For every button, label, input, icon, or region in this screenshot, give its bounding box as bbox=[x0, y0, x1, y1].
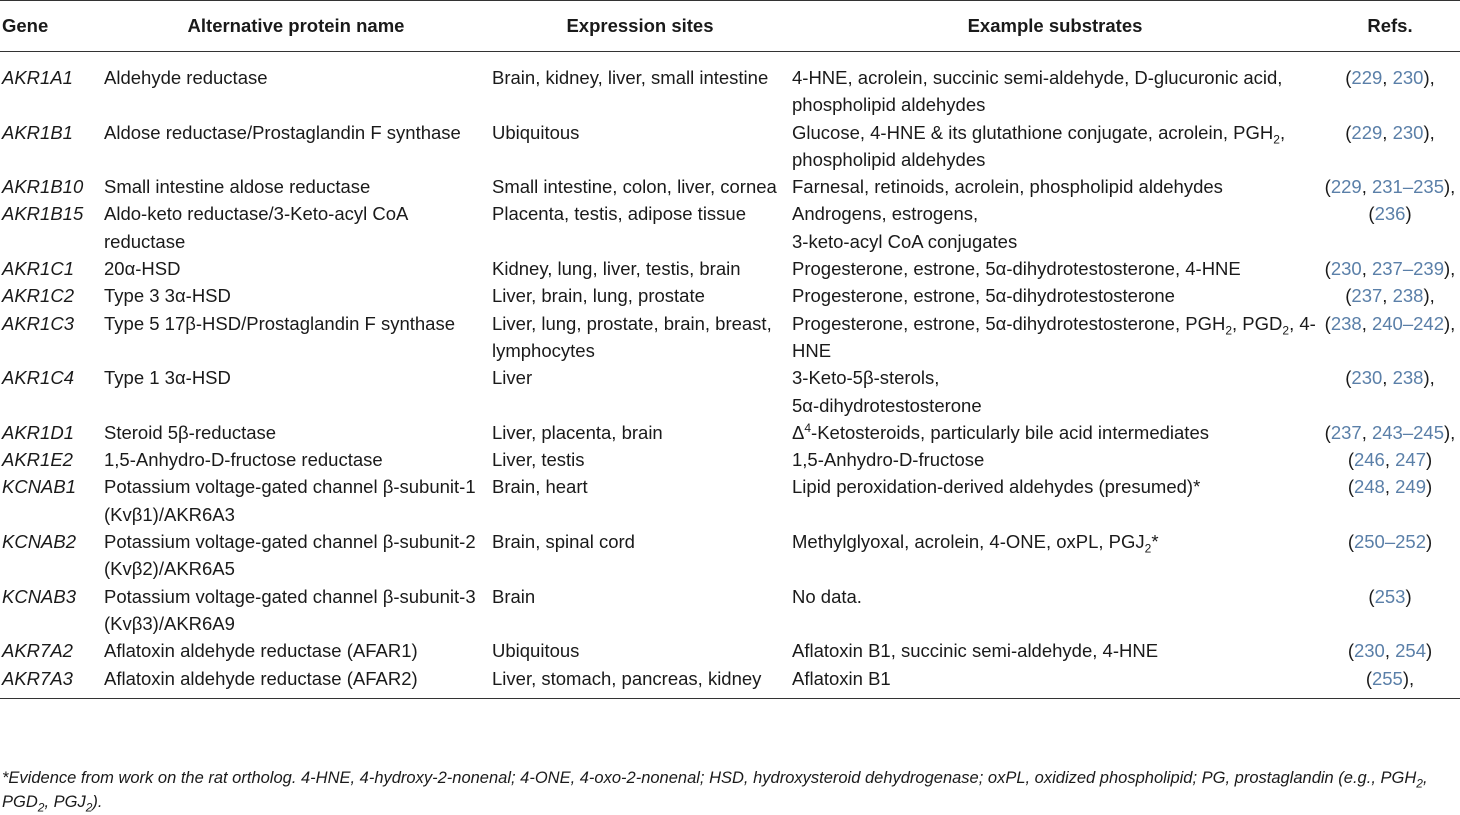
text-segment: ( bbox=[1347, 640, 1354, 662]
text-segment: 1,5-Anhydro-D-fructose reductase bbox=[104, 449, 383, 471]
ref-link[interactable]: 229 bbox=[1351, 67, 1383, 88]
text-segment: ) bbox=[1405, 203, 1412, 225]
cell-expression-sites: Liver bbox=[492, 367, 533, 389]
cell-alternative-name bbox=[102, 173, 490, 200]
ref-link[interactable]: 238 bbox=[1392, 367, 1424, 389]
cell-gene: AKR1C3 bbox=[2, 312, 74, 334]
text-segment: ) bbox=[1426, 449, 1433, 471]
text-segment: Type 3 3α-HSD bbox=[104, 285, 231, 307]
cell-gene: AKR1C1 bbox=[2, 258, 74, 280]
header-alternative-name: Alternative protein name bbox=[102, 1, 490, 52]
table-row bbox=[0, 528, 1460, 583]
text-segment: Potassium voltage-gated channel β-subunit-3 (Kvβ3)/AKR6A9 bbox=[104, 585, 476, 634]
text-segment: ( bbox=[1324, 176, 1331, 198]
text-segment: ). bbox=[92, 793, 103, 811]
ref-link[interactable]: 237–239 bbox=[1371, 258, 1445, 280]
cell-expression-sites: Liver, testis bbox=[492, 449, 585, 471]
text-segment: 3-keto-acyl CoA conjugates bbox=[792, 230, 1018, 252]
text-segment: ), bbox=[1444, 258, 1456, 280]
ref-link[interactable]: 230 bbox=[1330, 258, 1362, 280]
ref-link[interactable]: 238 bbox=[1330, 312, 1362, 334]
cell-example-substrates bbox=[790, 446, 1320, 473]
text-segment: Steroid 5β-reductase bbox=[104, 421, 277, 443]
text-segment: Glucose, 4-HNE & its glutathione conjugate, acrolein, PGH bbox=[792, 121, 1274, 143]
text-segment: Aflatoxin aldehyde reductase (AFAR1) bbox=[104, 640, 418, 662]
ref-link[interactable]: 254 bbox=[1395, 640, 1427, 662]
cell-example-substrates bbox=[790, 173, 1320, 200]
cell-alternative-name bbox=[102, 665, 490, 699]
table-row bbox=[0, 419, 1460, 446]
cell-alternative-name bbox=[102, 364, 490, 419]
cell-alternative-name bbox=[102, 637, 490, 664]
text-segment: ), bbox=[1444, 312, 1456, 334]
cell-expression-sites: Liver, stomach, pancreas, kidney bbox=[492, 667, 762, 689]
text-segment: ) bbox=[1426, 640, 1433, 662]
text-segment: Progesterone, estrone, 5α-dihydrotestosterone, PGH bbox=[792, 312, 1226, 334]
cell-refs bbox=[1320, 282, 1460, 309]
cell-refs bbox=[1320, 119, 1460, 174]
cell-gene: AKR1B1 bbox=[2, 121, 73, 143]
cell-example-substrates bbox=[790, 637, 1320, 664]
text-segment: Aflatoxin B1 bbox=[792, 667, 891, 689]
table-row bbox=[0, 282, 1460, 309]
cell-alternative-name bbox=[102, 583, 490, 638]
text-segment: Aldehyde reductase bbox=[104, 67, 268, 88]
ref-link[interactable]: 240–242 bbox=[1371, 312, 1445, 334]
cell-alternative-name bbox=[102, 200, 490, 255]
text-segment: Androgens, estrogens, bbox=[792, 203, 979, 225]
text-segment: ( bbox=[1347, 449, 1354, 471]
text-segment: , bbox=[1361, 258, 1372, 280]
text-segment: ), bbox=[1402, 667, 1415, 689]
text-segment: ( bbox=[1365, 667, 1372, 689]
text-segment: ), bbox=[1423, 67, 1435, 88]
cell-gene: AKR7A2 bbox=[2, 640, 73, 662]
table-row bbox=[0, 364, 1460, 419]
cell-example-substrates bbox=[790, 255, 1320, 282]
cell-expression-sites: Kidney, lung, liver, testis, brain bbox=[492, 258, 741, 280]
text-segment: Methylglyoxal, acrolein, 4-ONE, oxPL, PGJ bbox=[792, 531, 1145, 553]
text-segment: Progesterone, estrone, 5α-dihydrotestosterone, 4-HNE bbox=[792, 258, 1241, 280]
text-segment: Aflatoxin B1, succinic semi-aldehyde, 4-HNE bbox=[792, 640, 1159, 662]
text-segment: , PGD bbox=[1232, 312, 1283, 334]
cell-refs bbox=[1320, 364, 1460, 419]
text-segment: ( bbox=[1324, 258, 1331, 280]
ref-link[interactable]: 249 bbox=[1395, 476, 1427, 498]
cell-gene: KCNAB1 bbox=[2, 476, 77, 498]
text-segment: Aldo-keto reductase/3-Keto-acyl CoA reductase bbox=[104, 203, 408, 252]
cell-refs bbox=[1320, 310, 1460, 365]
text-segment: , PGJ bbox=[44, 793, 86, 811]
cell-gene: AKR1B10 bbox=[2, 176, 84, 198]
table-row bbox=[0, 52, 1460, 119]
header-refs: Refs. bbox=[1320, 1, 1460, 52]
cell-example-substrates bbox=[790, 52, 1320, 119]
cell-alternative-name bbox=[102, 119, 490, 174]
ref-link[interactable]: 229 bbox=[1351, 121, 1383, 143]
text-segment: Farnesal, retinoids, acrolein, phospholipid aldehydes bbox=[792, 176, 1223, 198]
header-row bbox=[0, 1, 1460, 52]
text-segment: Lipid peroxidation-derived aldehydes (presumed)* bbox=[792, 476, 1201, 498]
cell-alternative-name bbox=[102, 255, 490, 282]
text-segment: ( bbox=[1324, 312, 1331, 334]
text-segment: Type 1 3α-HSD bbox=[104, 367, 231, 389]
ref-link[interactable]: 253 bbox=[1374, 585, 1406, 607]
text-segment: Potassium voltage-gated channel β-subunit-2 (Kvβ2)/AKR6A5 bbox=[104, 531, 476, 580]
cell-refs bbox=[1320, 255, 1460, 282]
cell-expression-sites: Placenta, testis, adipose tissue bbox=[492, 203, 747, 225]
text-segment: , bbox=[1384, 449, 1396, 471]
table-row bbox=[0, 200, 1460, 255]
text-segment: , phospholipid aldehydes bbox=[792, 121, 1286, 170]
cell-expression-sites: Liver, placenta, brain bbox=[492, 421, 663, 443]
text-segment: , bbox=[1382, 67, 1393, 88]
text-segment: Type 5 17β-HSD/Prostaglandin F synthase bbox=[104, 312, 456, 334]
subscript: 2 bbox=[1144, 541, 1152, 556]
text-segment: ( bbox=[1368, 585, 1375, 607]
table-row bbox=[0, 255, 1460, 282]
cell-example-substrates bbox=[790, 583, 1320, 638]
cell-alternative-name bbox=[102, 419, 490, 446]
text-segment: ) bbox=[1405, 585, 1412, 607]
text-segment: , bbox=[1361, 176, 1372, 198]
cell-alternative-name bbox=[102, 282, 490, 309]
cell-alternative-name bbox=[102, 473, 490, 528]
cell-example-substrates bbox=[790, 364, 1320, 419]
table-header bbox=[0, 1, 1460, 52]
text-segment: Potassium voltage-gated channel β-subunit-1 (Kvβ1)/AKR6A3 bbox=[104, 476, 476, 525]
cell-gene: AKR1C4 bbox=[2, 367, 74, 389]
text-segment: Progesterone, estrone, 5α-dihydrotestosterone bbox=[792, 285, 1175, 307]
superscript: 4 bbox=[804, 420, 812, 435]
text-segment: Δ bbox=[792, 421, 805, 443]
text-segment: ), bbox=[1444, 421, 1456, 443]
cell-gene: AKR1C2 bbox=[2, 285, 74, 307]
ref-link[interactable]: 247 bbox=[1395, 449, 1427, 471]
ref-link[interactable]: 230 bbox=[1392, 67, 1424, 88]
text-segment: 5α-dihydrotestosterone bbox=[792, 394, 982, 416]
cell-gene: KCNAB3 bbox=[2, 585, 77, 607]
text-segment: Small intestine aldose reductase bbox=[104, 176, 371, 198]
table-row bbox=[0, 446, 1460, 473]
ref-link[interactable]: 237 bbox=[1330, 421, 1362, 443]
cell-expression-sites: Small intestine, colon, liver, cornea bbox=[492, 176, 777, 198]
text-segment: Aflatoxin aldehyde reductase (AFAR2) bbox=[104, 667, 418, 689]
text-segment: , PGD bbox=[2, 769, 1428, 811]
text-segment: Aldose reductase/Prostaglandin F synthase bbox=[104, 121, 461, 143]
text-segment: 1,5-Anhydro-D-fructose bbox=[792, 449, 985, 471]
ref-link[interactable]: 250–252 bbox=[1353, 531, 1427, 553]
cell-expression-sites: Brain bbox=[492, 585, 536, 607]
cell-example-substrates bbox=[790, 200, 1320, 255]
ref-link[interactable]: 231–235 bbox=[1371, 176, 1445, 198]
text-segment: ( bbox=[1368, 203, 1375, 225]
ref-link[interactable]: 237 bbox=[1351, 285, 1383, 307]
text-segment: ( bbox=[1345, 67, 1352, 88]
cell-expression-sites: Liver, brain, lung, prostate bbox=[492, 285, 705, 307]
cell-alternative-name bbox=[102, 52, 490, 119]
table-row bbox=[0, 310, 1460, 365]
text-segment: , bbox=[1384, 476, 1396, 498]
text-segment: , bbox=[1384, 640, 1396, 662]
text-segment: , bbox=[1382, 121, 1393, 143]
subscript: 2 bbox=[1416, 776, 1423, 791]
subscript: 2 bbox=[1282, 323, 1290, 338]
ref-link[interactable]: 229 bbox=[1330, 176, 1362, 198]
subscript: 2 bbox=[1273, 132, 1280, 147]
cell-gene: AKR7A3 bbox=[2, 667, 73, 689]
header-gene: Gene bbox=[0, 1, 102, 52]
text-segment: , bbox=[1361, 421, 1372, 443]
cell-example-substrates bbox=[790, 419, 1320, 446]
text-segment: ), bbox=[1423, 367, 1435, 389]
ref-link[interactable]: 246 bbox=[1353, 449, 1385, 471]
text-segment: * bbox=[1151, 531, 1159, 553]
cell-gene: AKR1B15 bbox=[2, 203, 84, 225]
text-segment: 4-HNE, acrolein, succinic semi-aldehyde, D-glucuronic acid, phospholipid aldehydes bbox=[792, 67, 1283, 116]
cell-refs bbox=[1320, 637, 1460, 664]
subscript: 2 bbox=[37, 800, 45, 815]
text-segment: No data. bbox=[792, 585, 862, 607]
table-body bbox=[0, 52, 1460, 699]
ref-link[interactable]: 248 bbox=[1353, 476, 1385, 498]
cell-refs bbox=[1320, 665, 1460, 699]
cell-refs bbox=[1320, 200, 1460, 255]
text-segment: , bbox=[1382, 367, 1393, 389]
cell-refs bbox=[1320, 528, 1460, 583]
text-segment: ( bbox=[1347, 476, 1354, 498]
table-row bbox=[0, 637, 1460, 664]
cell-expression-sites: Ubiquitous bbox=[492, 640, 580, 662]
cell-expression-sites: Ubiquitous bbox=[492, 121, 580, 143]
text-segment: ), bbox=[1423, 121, 1435, 143]
text-segment: , bbox=[1382, 285, 1393, 307]
cell-example-substrates bbox=[790, 473, 1320, 528]
cell-alternative-name bbox=[102, 310, 490, 365]
cell-expression-sites: Brain, heart bbox=[492, 476, 588, 498]
cell-gene: AKR1E2 bbox=[2, 449, 73, 471]
cell-example-substrates bbox=[790, 665, 1320, 699]
cell-expression-sites: Liver, lung, prostate, brain, breast, lymphocytes bbox=[492, 312, 772, 361]
table-row bbox=[0, 665, 1460, 699]
ref-link[interactable]: 236 bbox=[1374, 203, 1406, 225]
table-footnote bbox=[2, 766, 1458, 814]
cell-gene: AKR1A1 bbox=[2, 67, 73, 88]
ref-link[interactable]: 230 bbox=[1351, 367, 1383, 389]
subscript: 2 bbox=[85, 800, 93, 815]
text-segment: , 4-HNE bbox=[792, 312, 1316, 361]
cell-example-substrates bbox=[790, 310, 1320, 365]
table-row bbox=[0, 119, 1460, 174]
cell-example-substrates bbox=[790, 282, 1320, 309]
table-row bbox=[0, 583, 1460, 638]
cell-example-substrates bbox=[790, 528, 1320, 583]
cell-alternative-name bbox=[102, 446, 490, 473]
text-segment: ), bbox=[1423, 285, 1435, 307]
ref-link[interactable]: 243–245 bbox=[1371, 421, 1445, 443]
cell-refs bbox=[1320, 446, 1460, 473]
cell-expression-sites: Brain, kidney, liver, small intestine bbox=[492, 67, 769, 88]
text-segment: ( bbox=[1345, 121, 1352, 143]
text-segment: , bbox=[1361, 312, 1372, 334]
text-segment: *Evidence from work on the rat ortholog. 4-HNE, 4-hydroxy-2-nonenal; 4-ONE, 4-oxo-2-nonenal; HSD, hydroxysteroid dehydrogenase; oxPL, oxidized phospholipid; PG, prostaglandin (e.g., PGH bbox=[2, 769, 1417, 787]
ref-link[interactable]: 238 bbox=[1392, 285, 1424, 307]
cell-alternative-name bbox=[102, 528, 490, 583]
text-segment: ( bbox=[1324, 421, 1331, 443]
header-expression-sites: Expression sites bbox=[490, 1, 790, 52]
text-segment: ), bbox=[1444, 176, 1456, 198]
text-segment: ( bbox=[1345, 367, 1352, 389]
text-segment: ( bbox=[1347, 531, 1354, 553]
cell-refs bbox=[1320, 419, 1460, 446]
cell-refs bbox=[1320, 583, 1460, 638]
cell-gene: KCNAB2 bbox=[2, 531, 77, 553]
ref-link[interactable]: 255 bbox=[1371, 667, 1403, 689]
text-segment: 20α-HSD bbox=[104, 258, 181, 280]
header-example-substrates: Example substrates bbox=[790, 1, 1320, 52]
cell-expression-sites: Brain, spinal cord bbox=[492, 531, 635, 553]
table-row bbox=[0, 473, 1460, 528]
subscript: 2 bbox=[1225, 323, 1233, 338]
text-segment: -Ketosteroids, particularly bile acid intermediates bbox=[811, 421, 1209, 443]
cell-refs bbox=[1320, 173, 1460, 200]
ref-link[interactable]: 230 bbox=[1353, 640, 1385, 662]
text-segment: ) bbox=[1426, 476, 1433, 498]
text-segment: ( bbox=[1345, 285, 1352, 307]
cell-refs bbox=[1320, 52, 1460, 119]
text-segment: 3-Keto-5β-sterols, bbox=[792, 367, 940, 389]
ref-link[interactable]: 230 bbox=[1392, 121, 1424, 143]
cell-example-substrates bbox=[790, 119, 1320, 174]
table-row bbox=[0, 173, 1460, 200]
text-segment: ) bbox=[1426, 531, 1433, 553]
cell-refs bbox=[1320, 473, 1460, 528]
cell-gene: AKR1D1 bbox=[2, 421, 74, 443]
